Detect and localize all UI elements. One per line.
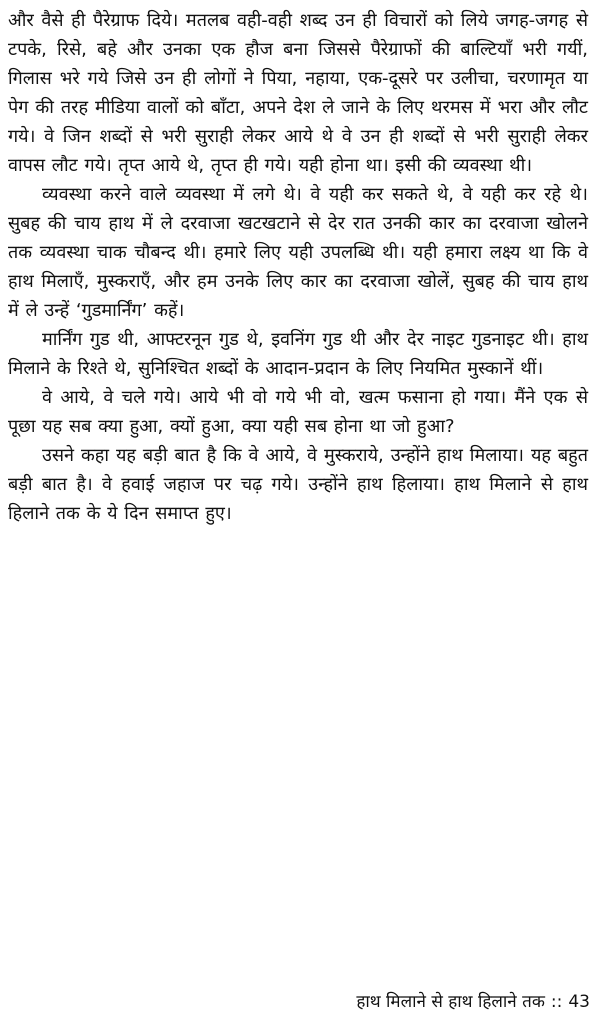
- page-body: [8, 6, 588, 528]
- running-title: हाथ मिलाने से हाथ हिलाने तक: [356, 992, 545, 1012]
- page-number: 43: [568, 992, 590, 1012]
- paragraph-3: मार्निंग गुड थी, आफ्टरनून गुड थे, इवनिंग गुड थी और देर नाइट गुडनाइट थी। हाथ मिलाने के रिश्ते थे, सुनिश्चित शब्दों के आदान-प्रदान के लिए नियमित मुस्कानें थीं।: [8, 329, 588, 379]
- paragraph-2: व्यवस्था करने वाले व्यवस्था में लगे थे। वे यही कर सकते थे, वे यही कर रहे थे। सुबह की चाय हाथ में ले दरवाजा खटखटाने से देर रात उनकी कार का दरवाजा खोलने तक व्यवस्था चाक चौबन्द थी। हमारे लिए यही उपलब्धि थी। यही हमारा लक्ष्य था कि वे हाथ मिलाएँ, मुस्कराएँ, और हम उनके लिए कार का दरवाजा खोलें, सुबह की चाय हाथ में ले उन्हें ‘गुडमार्निंग’ कहें।: [8, 184, 588, 321]
- footer-separator: ::: [550, 992, 563, 1012]
- paragraph-4: वे आये, वे चले गये। आये भी वो गये भी वो, खत्म फसाना हो गया। मैंने एक से पूछा यह सब क्या हुआ, क्यों हुआ, क्या यही सब होना था जो हुआ?: [8, 387, 588, 437]
- paragraph-5: उसने कहा यह बड़ी बात है कि वे आये, वे मुस्कराये, उन्होंने हाथ मिलाया। यह बहुत बड़ी बात है। वे हवाई जहाज पर चढ़ गये। उन्होंने हाथ हिलाया। हाथ मिलाने से हाथ हिलाने तक के ये दिन समाप्त हुए।: [8, 445, 588, 524]
- paragraph-1: और वैसे ही पैरेग्राफ दिये। मतलब वही-वही शब्द उन ही विचारों को लिये जगह-जगह से टपके, रिसे, बहे और उनका एक हौज बना जिससे पैरेग्राफों की बाल्टियाँ भरी गयीं, गिलास भरे गये जिसे उन ही लोगों ने पिया, नहाया, एक-दूसरे पर उलीचा, चरणामृत या पेग की तरह मीडिया वालों को बाँटा, अपने देश ले जाने के लिए थरमस में भरा और लौट गये। वे जिन शब्दों से भरी सुराही लेकर आये थे वे उन ही शब्दों से भरी सुराही लेकर वापस लौट गये। तृप्त आये थे, तृप्त ही गये। यही होना था। इसी की व्यवस्था थी।: [8, 10, 588, 176]
- page-footer: [356, 990, 590, 1014]
